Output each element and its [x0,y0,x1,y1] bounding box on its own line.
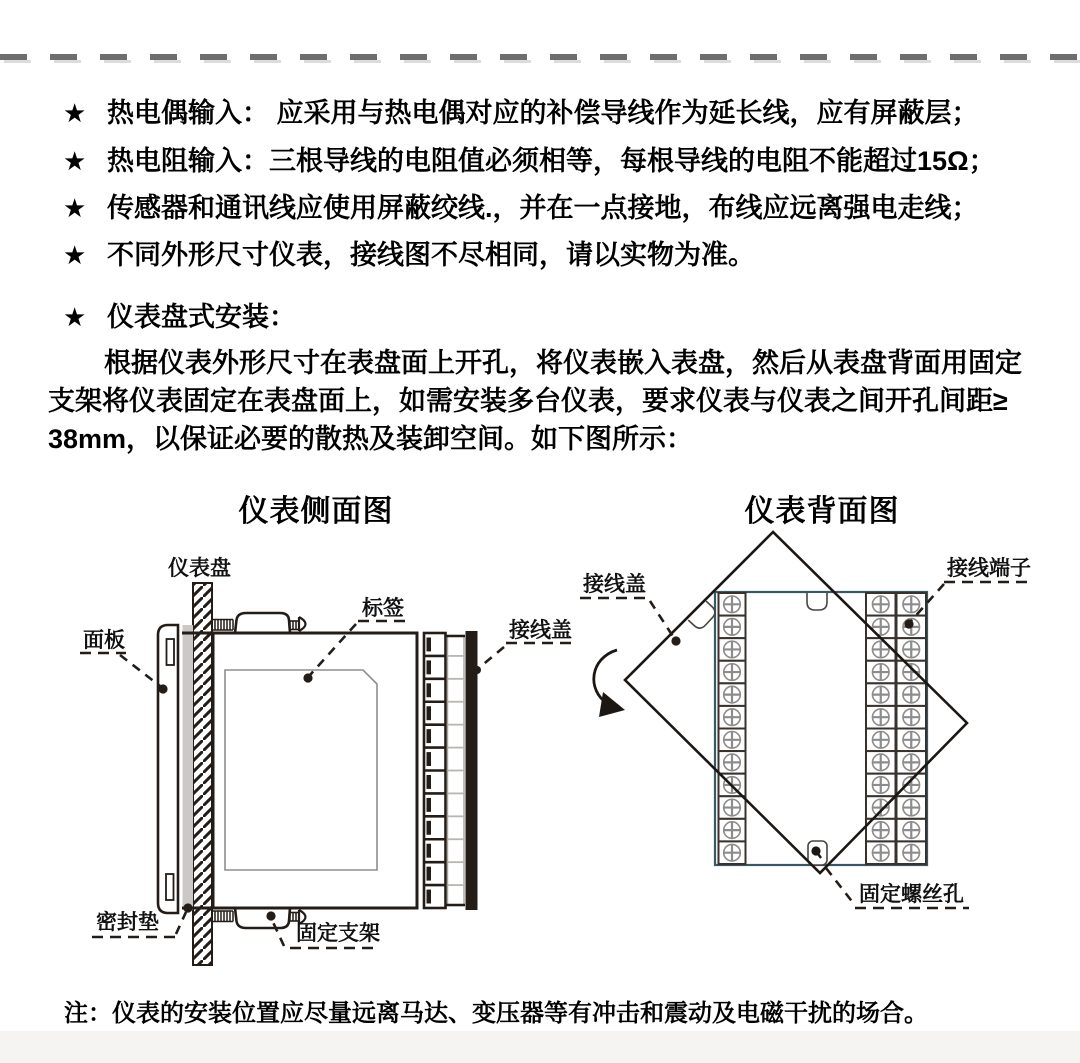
bullet-text: 不同外形尺寸仪表，接线图不尽相同，请以实物为准。 [107,240,755,270]
fixing-bracket-dot [266,911,275,920]
fixing-bracket-leader [272,920,284,946]
bezel-clip-top [167,639,175,665]
screw-thread [212,620,233,631]
front-panel-dot [158,684,167,693]
bullet-text: 热电偶输入： 应采用与热电偶对应的补偿导线作为延长线，应有屏蔽层； [107,98,979,128]
seal-gasket-label: 密封垫 [96,911,159,934]
wiring-cover-dot [473,666,481,674]
star-icon: ★ [63,240,87,270]
install-paragraph-line2: 支架将仪表固定在表盘面上，如需安装多台仪表，要求仪表与仪表之间开孔间距≥ [48,386,1008,416]
bullet-sensor-wiring [63,192,979,224]
bottom-fixing-bracket [212,908,306,928]
seal-gasket-dot [183,903,192,912]
back-view-diagram [570,520,1080,975]
screw-head [299,617,306,631]
bullet-rtd [63,145,996,177]
bullet-thermocouple [63,97,979,129]
front-panel-label: 面板 [83,629,125,652]
bullet-panel-install [63,301,296,333]
install-note: 注：仪表的安装位置应尽量远离马达、变压器等有冲击和震动及电磁干扰的场合。 [64,1000,928,1027]
wiring-cover-dot [671,636,680,645]
seal-gasket [183,625,194,910]
wiring-cover-label: 接线盖 [509,619,572,642]
mounting-tab [807,593,827,610]
label-sticker-dot [303,673,312,682]
wiring-terminal-label: 接线端子 [947,557,1031,580]
star-icon: ★ [63,302,87,332]
install-paragraph-line1: 根据仪表外形尺寸在表盘面上开孔，将仪表嵌入表盘，然后从表盘背面用固定 [104,348,1022,378]
top-fixing-bracket [212,613,306,633]
terminal-ladder-cells [424,638,447,904]
instrument-body [213,633,417,908]
dashed-separator-shadow [4,60,1080,63]
wiring-terminal-dot [904,619,913,628]
star-icon: ★ [63,193,87,223]
star-icon: ★ [63,146,87,176]
screw-thread [290,621,299,630]
bullet-dimension-note [63,239,755,271]
wiring-cover-label: 接线盖 [583,573,646,596]
mounting-tab-rotated [688,601,717,631]
wiring-cover-leader [480,647,504,667]
back-view-title: 仪表背面图 [744,495,900,528]
fixing-bracket-label: 固定支架 [296,922,380,945]
panel-board-label: 仪表盘 [168,557,231,580]
star-icon: ★ [63,98,87,128]
bullet-text: 仪表盘式安装： [107,302,296,332]
seal-gasket-leader [176,912,186,934]
rotate-arrow-head [599,692,625,717]
front-bezel [158,625,178,913]
front-panel-leader [120,655,160,686]
screw-hole-leader [826,868,854,904]
bullet-text: 热电阻输入：三根导线的电阻值必须相等，每根导线的电阻不能超过15Ω； [107,146,996,176]
install-paragraph-line3: 38mm，以保证必要的散热及装卸空间。如下图所示： [48,424,694,454]
label-sticker-label: 标签 [362,597,404,620]
side-view-title: 仪表侧面图 [238,495,394,528]
screw-thread [290,913,299,922]
footer-band [0,1031,1080,1063]
bullet-text: 传感器和通讯线应使用屏蔽绞线.，并在一点接地，布线应远离强电走线； [107,193,979,223]
screw-thread [212,911,233,922]
bezel-clip-bottom [166,874,174,900]
wiring-cover-leader [650,601,674,638]
side-view-diagram [60,520,580,980]
screw-hole-label: 固定螺丝孔 [859,883,964,906]
label-sticker-area [225,670,377,870]
